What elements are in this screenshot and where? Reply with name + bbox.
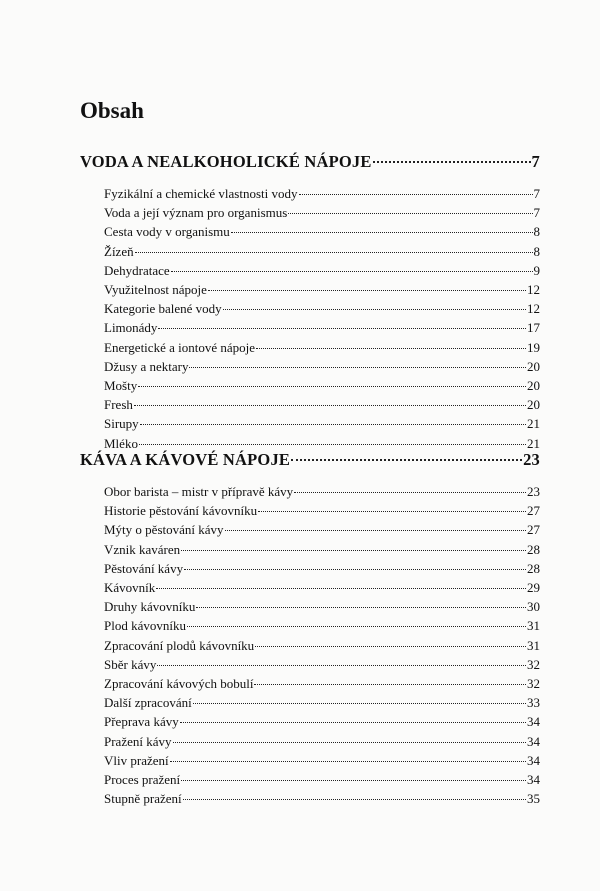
toc-entry xyxy=(80,359,540,375)
page-number: 34 xyxy=(527,733,540,749)
page-number: 17 xyxy=(527,320,540,336)
dot-leader xyxy=(189,367,526,368)
page-number: 7 xyxy=(533,186,540,201)
page-number: 9 xyxy=(533,262,540,278)
dot-leader xyxy=(288,213,532,214)
entry-title: Druhy kávovníku xyxy=(104,599,196,615)
toc-entry xyxy=(80,734,540,750)
toc-entry xyxy=(80,340,540,356)
dot-leader xyxy=(183,799,526,800)
dot-leader xyxy=(193,703,526,704)
page-number: 29 xyxy=(527,580,540,595)
toc-entry xyxy=(80,580,540,596)
dot-leader xyxy=(181,780,526,781)
toc-chapter-entry xyxy=(80,152,540,172)
dot-leader xyxy=(299,194,533,195)
dot-leader xyxy=(254,684,526,685)
page-number: 20 xyxy=(527,358,540,374)
dot-leader xyxy=(158,328,526,329)
page-number: 35 xyxy=(527,791,540,807)
toc-entry xyxy=(80,695,540,711)
entry-title: Pěstování kávy xyxy=(104,560,184,576)
dot-leader xyxy=(291,459,522,461)
entry-title: Obor barista – mistr v přípravě kávy xyxy=(104,484,294,499)
entry-title: Vliv pražení xyxy=(104,752,169,768)
toc-entry xyxy=(80,676,540,692)
page-number: 12 xyxy=(527,301,540,317)
toc-entry xyxy=(80,224,540,240)
page-number: 21 xyxy=(527,435,540,451)
toc-entry xyxy=(80,416,540,432)
toc-entry xyxy=(80,657,540,673)
toc-entry xyxy=(80,263,540,279)
dot-leader xyxy=(140,424,526,425)
entry-title: Žízeň xyxy=(104,243,134,259)
toc-entry xyxy=(80,753,540,769)
dot-leader xyxy=(255,646,526,647)
dot-leader xyxy=(223,309,526,310)
toc-entry xyxy=(80,503,540,519)
toc-entry xyxy=(80,772,540,788)
entry-title: Pražení kávy xyxy=(104,733,172,749)
entry-title: Voda a její význam pro organismus xyxy=(104,205,288,221)
entry-title: Energetické a iontové nápoje xyxy=(104,339,256,355)
page-number: 7 xyxy=(531,152,540,171)
toc-entry xyxy=(80,618,540,634)
toc-entry xyxy=(80,301,540,317)
page-number: 19 xyxy=(527,339,540,355)
dot-leader xyxy=(135,252,533,253)
page-number: 32 xyxy=(527,676,540,691)
page-number: 7 xyxy=(533,205,540,221)
toc-entry xyxy=(80,244,540,260)
page-number: 30 xyxy=(527,599,540,615)
dot-leader xyxy=(157,665,526,666)
dot-leader xyxy=(138,386,526,387)
entry-title: Fresh xyxy=(104,397,133,413)
dot-leader xyxy=(184,569,526,570)
page-number: 34 xyxy=(527,714,540,730)
dot-leader xyxy=(231,232,533,233)
entry-title: Zpracování plodů kávovníku xyxy=(104,637,255,653)
page-number: 23 xyxy=(523,450,540,469)
page-number: 34 xyxy=(527,752,540,768)
toc-entry xyxy=(80,714,540,730)
toc-entry xyxy=(80,320,540,336)
entry-title: Mýty o pěstování kávy xyxy=(104,522,224,538)
page-number: 21 xyxy=(527,416,540,432)
toc-entry xyxy=(80,599,540,615)
entry-title: Historie pěstování kávovníku xyxy=(104,503,258,519)
entry-title: Džusy a nektary xyxy=(104,358,189,374)
page-number: 27 xyxy=(527,503,540,519)
toc-chapter-entry xyxy=(80,450,540,470)
page-number: 20 xyxy=(527,397,540,413)
chapter-title: KÁVA A KÁVOVÉ NÁPOJE xyxy=(80,450,291,469)
entry-title: Mošty xyxy=(104,378,138,393)
dot-leader xyxy=(256,348,526,349)
dot-leader xyxy=(225,530,526,531)
dot-leader xyxy=(156,588,526,589)
dot-leader xyxy=(181,550,526,551)
dot-leader xyxy=(180,722,526,723)
entry-title: Sběr kávy xyxy=(104,656,157,672)
page-number: 28 xyxy=(527,560,540,576)
page-number: 23 xyxy=(527,484,540,499)
page-number: 32 xyxy=(527,656,540,672)
chapter-title: VODA A NEALKOHOLICKÉ NÁPOJE xyxy=(80,152,372,171)
toc-entry xyxy=(80,791,540,807)
page-number: 28 xyxy=(527,541,540,557)
page-number: 8 xyxy=(533,243,540,259)
entry-title: Limonády xyxy=(104,320,158,336)
toc-entry xyxy=(80,205,540,221)
entry-title: Proces pražení xyxy=(104,772,181,787)
toc-entry xyxy=(80,378,540,394)
page-number: 34 xyxy=(527,772,540,787)
page-number: 20 xyxy=(527,378,540,393)
entry-title: Plod kávovníku xyxy=(104,618,186,634)
toc-entry xyxy=(80,484,540,500)
page-number: 33 xyxy=(527,695,540,711)
dot-leader xyxy=(173,742,526,743)
toc-entry xyxy=(80,638,540,654)
entry-title: Mléko xyxy=(104,435,138,451)
page-title: Obsah xyxy=(80,98,144,123)
entry-title: Dehydratace xyxy=(104,262,170,278)
dot-leader xyxy=(170,761,526,762)
entry-title: Kategorie balené vody xyxy=(104,301,222,317)
dot-leader xyxy=(134,405,526,406)
page-number: 27 xyxy=(527,522,540,538)
toc-entry xyxy=(80,522,540,538)
page-number: 12 xyxy=(527,282,540,297)
toc-entry xyxy=(80,542,540,558)
dot-leader xyxy=(171,271,533,272)
entry-title: Zpracování kávových bobulí xyxy=(104,676,254,691)
page-number: 31 xyxy=(527,618,540,634)
entry-title: Využitelnost nápoje xyxy=(104,282,207,297)
page-number: 8 xyxy=(533,224,540,240)
entry-title: Fyzikální a chemické vlastnosti vody xyxy=(104,186,298,201)
dot-leader xyxy=(208,290,526,291)
toc-entry xyxy=(80,561,540,577)
toc-entry xyxy=(80,186,540,202)
dot-leader xyxy=(187,626,526,627)
page-number: 31 xyxy=(527,637,540,653)
dot-leader xyxy=(196,607,526,608)
dot-leader xyxy=(373,161,531,163)
dot-leader xyxy=(258,511,526,512)
entry-title: Stupně pražení xyxy=(104,791,182,807)
dot-leader xyxy=(294,492,526,493)
entry-title: Cesta vody v organismu xyxy=(104,224,230,240)
toc-entry xyxy=(80,282,540,298)
dot-leader xyxy=(139,444,526,445)
entry-title: Kávovník xyxy=(104,580,156,595)
entry-title: Přeprava kávy xyxy=(104,714,179,730)
entry-title: Další zpracování xyxy=(104,695,192,711)
entry-title: Sirupy xyxy=(104,416,139,432)
entry-title: Vznik kaváren xyxy=(104,541,181,557)
toc-entry xyxy=(80,397,540,413)
